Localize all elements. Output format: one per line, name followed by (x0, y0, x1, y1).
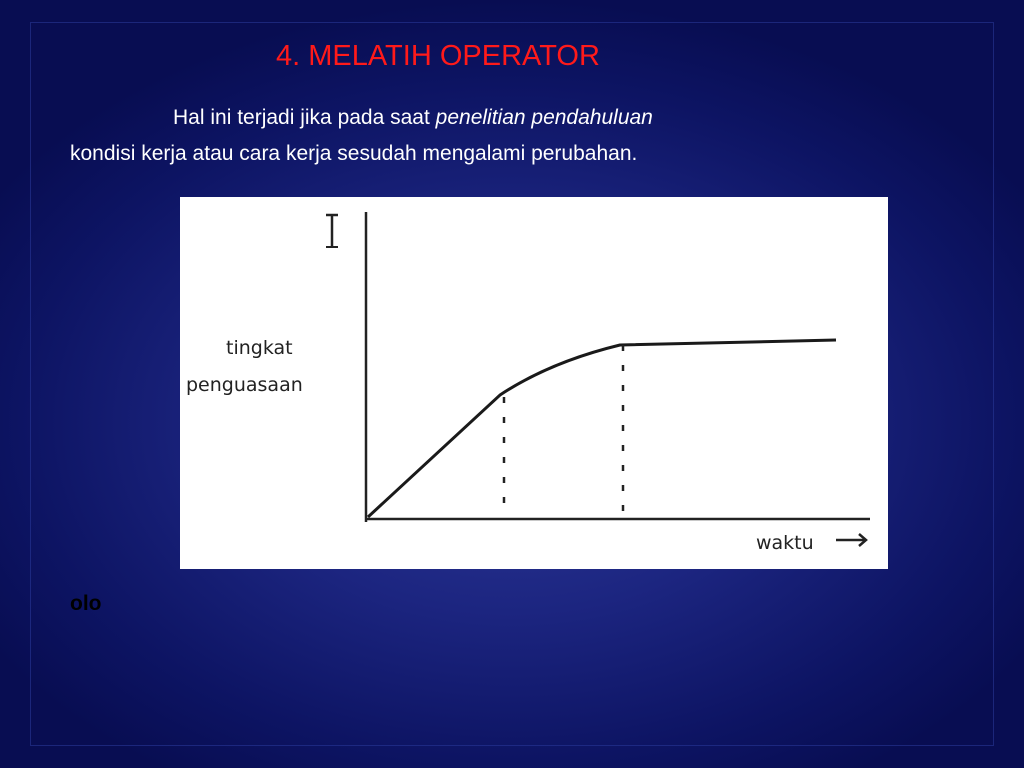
x-axis-arrow (836, 534, 866, 546)
body-paragraph (70, 100, 950, 172)
paragraph-italic-term: penelitian pendahuluan (435, 106, 653, 129)
y-label-line2: penguasaan (186, 374, 303, 396)
x-label: waktu (756, 532, 814, 554)
y-label-line1: tingkat (226, 337, 293, 359)
learning-curve-figure (180, 197, 888, 569)
curve-line (368, 340, 836, 517)
y-axis-arrow (326, 215, 338, 247)
paragraph-text-part1: Hal ini terjadi jika pada saat (173, 106, 436, 129)
learning-curve-chart (180, 197, 888, 569)
slide-title: 4. MELATIH OPERATOR (276, 40, 600, 72)
paragraph-text-part2: kondisi kerja atau cara kerja sesudah mengalami perubahan. (70, 142, 638, 165)
footnote-text: olo (70, 592, 102, 615)
